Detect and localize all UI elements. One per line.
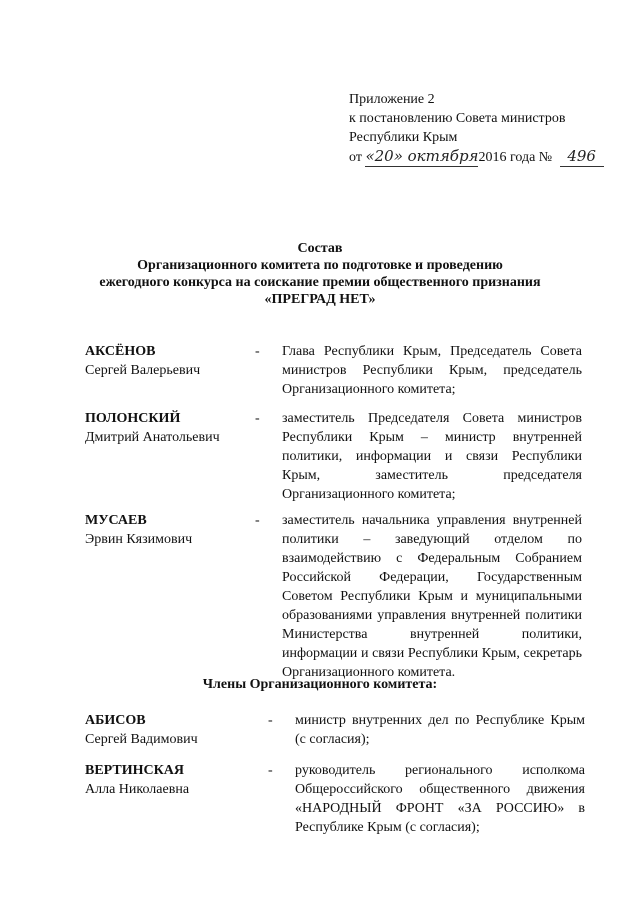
handwritten-date: «20» октября [365,147,479,165]
person-name [85,409,220,447]
dash: - [255,344,260,359]
surname: ПОЛОНСКИЙ [85,411,181,426]
appendix-block [349,90,604,167]
person-name [85,711,198,749]
role-description: руководитель регионального исполкома Общероссийского общественного движения «НАРОДНЫЙ ФРОНТ «ЗА РОССИЮ» в Республике Крым (с согласия); [295,763,585,835]
dash: - [268,763,273,778]
title-line-1: Состав [297,241,343,256]
dash: - [255,411,260,426]
dash: - [255,513,260,528]
members-heading: Члены Организационного комитета: [202,677,438,692]
given-name: Сергей Вадимович [85,732,198,747]
year-text: 2016 года № [478,150,553,165]
appendix-resolution-line: к постановлению Совета министров [349,111,566,126]
role-description: заместитель начальника управления внутренней политики – заведующий отделом по взаимодействию с Федеральным Собранием Российской Федерации, Государственным Советом Республики Крым и муниципальными образованиями управления внутренней политики Министерства внутренней политики, информации и связи Республики Крым, секретарь Организационного комитета. [282,513,582,680]
role-description: заместитель Председателя Совета министров Республики Крым – министр внутренней политики, информации и связи Республики Крым, заместитель председателя Организационного комитета; [282,411,582,502]
given-name: Дмитрий Анатольевич [85,430,220,445]
given-name: Эрвин Кязимович [85,532,193,547]
appendix-title: Приложение 2 [349,92,435,107]
surname: АБИСОВ [85,713,146,728]
title-line-2: Организационного комитета по подготовке и проведению [137,258,503,273]
surname: АКСЁНОВ [85,344,156,359]
appendix-republic-line: Республики Крым [349,130,458,145]
appendix-date-line [349,147,604,167]
surname: МУСАЕВ [85,513,147,528]
person-name [85,511,192,549]
title-line-4: «ПРЕГРАД НЕТ» [264,292,376,307]
surname: ВЕРТИНСКАЯ [85,763,184,778]
document-title [0,240,640,308]
handwritten-number: 496 [560,147,604,167]
person-name [85,342,200,380]
given-name: Сергей Валерьевич [85,363,201,378]
from-label: от [349,150,362,165]
role-description: Глава Республики Крым, Председатель Совета министров Республики Крым, председатель Организационного комитета; [282,344,582,397]
role-description: министр внутренних дел по Республике Крым (с согласия); [295,713,585,747]
title-line-3: ежегодного конкурса на соискание премии общественного признания [99,275,541,290]
dash: - [268,713,273,728]
given-name: Алла Николаевна [85,782,190,797]
person-name [85,761,189,799]
